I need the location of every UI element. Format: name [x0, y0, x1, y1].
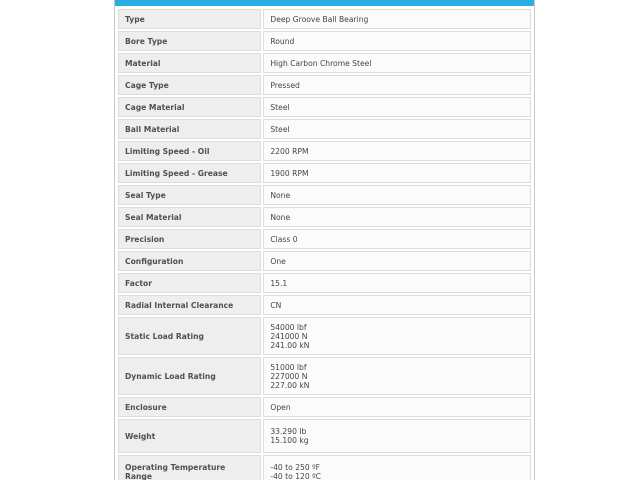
spec-label: Dynamic Load Rating — [118, 357, 261, 395]
spec-value-cell — [263, 207, 531, 227]
panel-header-bar — [115, 0, 534, 6]
spec-label: Type — [118, 9, 261, 29]
spec-value: Deep Groove Ball Bearing — [270, 14, 369, 24]
spec-row — [118, 31, 531, 51]
spec-row — [118, 207, 531, 227]
spec-value-cell — [263, 357, 531, 395]
spec-label: Precision — [118, 229, 261, 249]
spec-label: Material — [118, 53, 261, 73]
spec-value: Class 0 — [270, 234, 298, 244]
spec-row — [118, 273, 531, 293]
spec-label: Radial Internal Clearance — [118, 295, 261, 315]
spec-label: Limiting Speed - Grease — [118, 163, 261, 183]
spec-row — [118, 357, 531, 395]
spec-value: 227.00 kN — [270, 380, 310, 390]
spec-value-cell — [263, 251, 531, 271]
spec-value: Steel — [270, 124, 290, 134]
spec-label: Weight — [118, 419, 261, 453]
spec-value: Open — [270, 402, 291, 412]
spec-value: 15.100 kg — [270, 436, 309, 445]
spec-row — [118, 455, 531, 480]
specifications-table-body — [118, 9, 531, 480]
spec-value: 1900 RPM — [270, 168, 309, 178]
spec-row — [118, 53, 531, 73]
spec-value-cell — [263, 53, 531, 73]
spec-row — [118, 185, 531, 205]
spec-value-cell — [263, 229, 531, 249]
spec-row — [118, 75, 531, 95]
spec-value-cell — [263, 9, 531, 29]
spec-value: Pressed — [270, 80, 300, 90]
spec-value-cell — [263, 97, 531, 117]
spec-row — [118, 141, 531, 161]
spec-label: Seal Material — [118, 207, 261, 227]
spec-label: Cage Type — [118, 75, 261, 95]
specifications-table — [116, 7, 533, 480]
spec-row — [118, 295, 531, 315]
spec-label: Enclosure — [118, 397, 261, 417]
spec-row — [118, 119, 531, 139]
spec-row — [118, 419, 531, 453]
spec-value-cell — [263, 317, 531, 355]
spec-value-cell — [263, 31, 531, 51]
spec-value: 2200 RPM — [270, 146, 309, 156]
spec-row — [118, 397, 531, 417]
spec-value: 241000 N — [270, 331, 308, 341]
spec-label: Factor — [118, 273, 261, 293]
spec-row — [118, 251, 531, 271]
spec-value-cell — [263, 273, 531, 293]
spec-value-cell — [263, 397, 531, 417]
spec-value-cell — [263, 119, 531, 139]
spec-value: Round — [270, 36, 295, 46]
spec-value-cell — [263, 141, 531, 161]
spec-value-cell — [263, 455, 531, 480]
spec-label: Bore Type — [118, 31, 261, 51]
spec-value: 15.1 — [270, 278, 288, 288]
spec-value-cell — [263, 185, 531, 205]
spec-label: Limiting Speed - Oil — [118, 141, 261, 161]
spec-value: 241.00 kN — [270, 340, 310, 350]
spec-value-cell — [263, 163, 531, 183]
spec-value: Steel — [270, 102, 290, 112]
spec-label: Ball Material — [118, 119, 261, 139]
spec-label: Seal Type — [118, 185, 261, 205]
spec-row — [118, 317, 531, 355]
spec-label: Cage Material — [118, 97, 261, 117]
spec-value: One — [270, 256, 286, 266]
specifications-panel — [114, 0, 535, 480]
spec-value: 54000 lbf — [270, 322, 307, 332]
spec-value-cell — [263, 419, 531, 453]
spec-value-cell — [263, 75, 531, 95]
spec-label: Static Load Rating — [118, 317, 261, 355]
spec-value: None — [270, 212, 291, 222]
spec-label: Configuration — [118, 251, 261, 271]
spec-row — [118, 163, 531, 183]
spec-value: 33.290 lb — [270, 427, 307, 436]
spec-value: -40 to 120 ºC — [270, 472, 321, 480]
spec-row — [118, 9, 531, 29]
spec-label: Operating Temperature Range — [118, 455, 261, 480]
spec-value: 227000 N — [270, 371, 308, 381]
spec-value: CN — [270, 300, 282, 310]
spec-value: High Carbon Chrome Steel — [270, 58, 372, 68]
spec-value-cell — [263, 295, 531, 315]
spec-row — [118, 229, 531, 249]
spec-value: None — [270, 190, 291, 200]
spec-value: -40 to 250 ºF — [270, 463, 321, 472]
spec-row — [118, 97, 531, 117]
spec-value: 51000 lbf — [270, 362, 307, 372]
